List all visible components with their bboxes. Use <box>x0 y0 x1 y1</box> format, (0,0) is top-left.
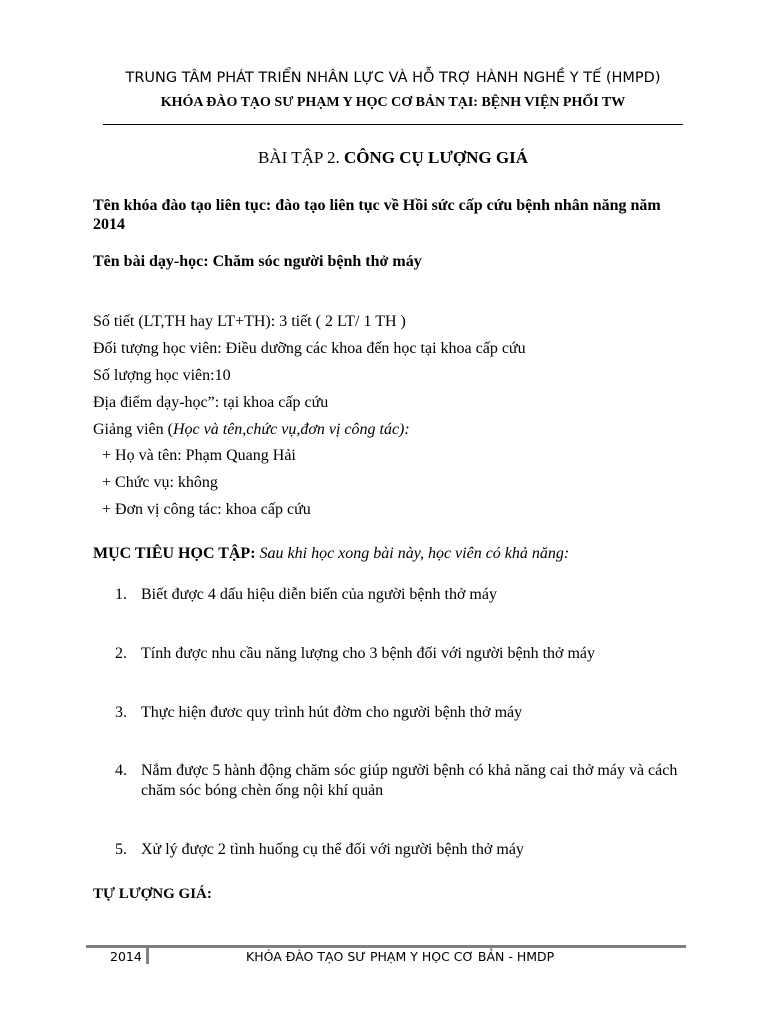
title-prefix: BÀI TẬP 2. <box>258 148 344 167</box>
info-location: Địa điểm dạy-học”: tại khoa cấp cứu <box>93 394 329 411</box>
objective-number: 5. <box>115 841 127 858</box>
objectives-heading <box>93 545 569 563</box>
title-main: CÔNG CỤ LƯỢNG GIÁ <box>343 148 528 167</box>
header-divider <box>103 124 683 125</box>
footer-separator <box>146 948 149 964</box>
lecturer-hint: Học và tên,chức vụ,đơn vị công tác): <box>172 421 410 438</box>
objective-number: 3. <box>115 704 127 721</box>
lesson-name: Tên bài dạy-học: Chăm sóc người bệnh thở máy <box>93 253 422 270</box>
info-lecturer-position: + Chức vụ: không <box>102 474 218 491</box>
objectives-label: MỤC TIÊU HỌC TẬP: <box>93 545 256 562</box>
objective-text: Xử lý được 2 tình huống cụ thể đối với người bệnh thở máy <box>141 841 524 858</box>
self-evaluation-heading: TỰ LƯỢNG GIÁ: <box>93 886 212 902</box>
objective-number: 1. <box>115 586 127 603</box>
objective-number: 2. <box>115 645 127 662</box>
footer-text: KHÓA ĐÀO TẠO SƯ PHẠM Y HỌC CƠ BẢN - HMDP <box>246 949 555 964</box>
info-target: Đối tượng học viên: Điều dưỡng các khoa đến học tại khoa cấp cứu <box>93 340 526 357</box>
objectives-intro: Sau khi học xong bài này, học viên có khả năng: <box>255 545 570 562</box>
info-lecturer-unit: + Đơn vị công tác: khoa cấp cứu <box>102 501 311 518</box>
info-periods: Số tiết (LT,TH hay LT+TH): 3 tiết ( 2 LT/ 1 TH ) <box>93 313 406 330</box>
footer-year: 2014 <box>110 949 142 964</box>
header-course-location: KHÓA ĐÀO TẠO SƯ PHẠM Y HỌC CƠ BẢN TẠI: BỆNH VIỆN PHỔI TW <box>160 95 626 110</box>
info-lecturer-name: + Họ và tên: Phạm Quang Hải <box>102 447 296 464</box>
objective-text: Nắm được 5 hành động chăm sóc giúp người bệnh có khả năng cai thở máy và cách chăm sóc bóng chèn ống nội khí quản <box>141 762 678 799</box>
info-lecturer <box>93 421 410 439</box>
objective-text: Thực hiện đươc quy trình hút đờm cho người bệnh thở máy <box>141 704 523 721</box>
info-count: Số lượng học viên:10 <box>93 367 231 384</box>
objective-number: 4. <box>115 762 127 779</box>
course-name: Tên khóa đào tạo liên tục: đào tạo liên tục về Hồi sức cấp cứu bệnh nhân năng năm 2014 <box>93 197 661 233</box>
header-organization: TRUNG TÂM PHÁT TRIỂN NHÂN LỰC VÀ HỖ TRỢ HÀNH NGHỀ Y TẾ (HMPD) <box>125 70 661 86</box>
objective-text: Biết được 4 dấu hiệu diễn biến của người bệnh thở máy <box>141 586 497 603</box>
footer-divider <box>86 945 686 948</box>
page-title <box>0 148 768 168</box>
objective-text: Tính được nhu cầu năng lượng cho 3 bệnh đối với người bệnh thở máy <box>141 645 596 662</box>
lecturer-label: Giảng viên ( <box>93 421 173 438</box>
